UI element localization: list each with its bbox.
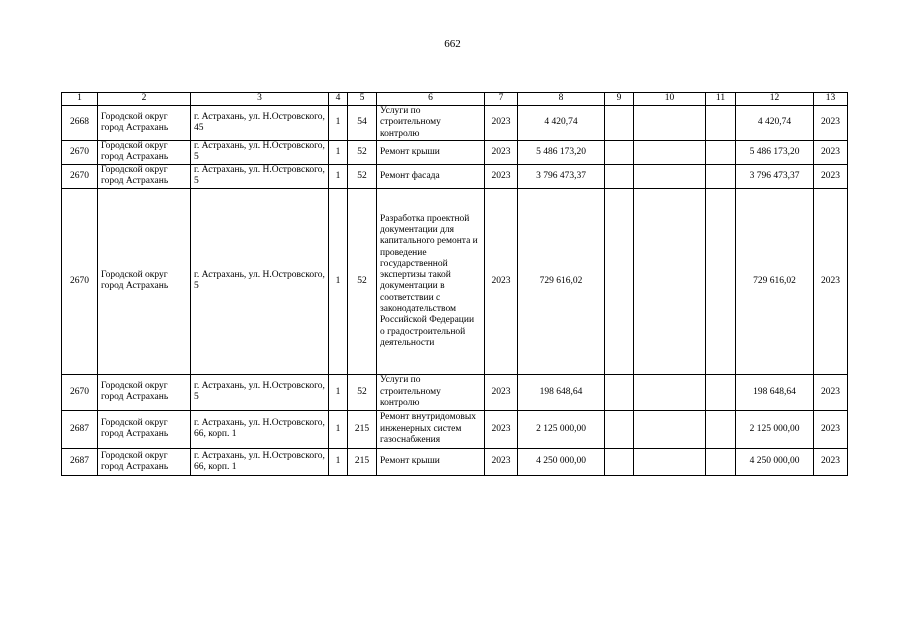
entrance-count-cell: 1 xyxy=(329,374,348,410)
municipality-cell: Городской округ город Астрахань xyxy=(98,164,191,188)
column-number: 3 xyxy=(191,93,329,106)
total-cost-cell: 5 486 173,20 xyxy=(518,140,605,164)
year-end-cell: 2023 xyxy=(814,188,848,374)
col-11-cell xyxy=(706,106,736,141)
total-cost-cell: 2 125 000,00 xyxy=(518,410,605,448)
fund-amount-cell: 2 125 000,00 xyxy=(736,410,814,448)
building-number-cell: 54 xyxy=(348,106,377,141)
municipality-cell: Городской округ город Астрахань xyxy=(98,106,191,141)
col-9-cell xyxy=(605,106,634,141)
fund-amount-cell: 4 420,74 xyxy=(736,106,814,141)
table-row xyxy=(62,106,848,141)
column-number: 7 xyxy=(485,93,518,106)
row-number-cell: 2670 xyxy=(62,164,98,188)
address-cell: г. Астрахань, ул. Н.Островского, 66, корп. 1 xyxy=(191,410,329,448)
address-cell: г. Астрахань, ул. Н.Островского, 5 xyxy=(191,164,329,188)
address-cell: г. Астрахань, ул. Н.Островского, 5 xyxy=(191,140,329,164)
fund-amount-cell: 198 648,64 xyxy=(736,374,814,410)
entrance-count-cell: 1 xyxy=(329,448,348,475)
work-type-cell: Ремонт крыши xyxy=(377,140,485,164)
table-row xyxy=(62,410,848,448)
row-number-cell: 2687 xyxy=(62,410,98,448)
building-number-cell: 215 xyxy=(348,448,377,475)
year-start-cell: 2023 xyxy=(485,374,518,410)
column-number: 11 xyxy=(706,93,736,106)
year-start-cell: 2023 xyxy=(485,106,518,141)
year-end-cell: 2023 xyxy=(814,106,848,141)
fund-amount-cell: 4 250 000,00 xyxy=(736,448,814,475)
column-number: 9 xyxy=(605,93,634,106)
col-11-cell xyxy=(706,410,736,448)
col-10-cell xyxy=(634,188,706,374)
municipality-cell: Городской округ город Астрахань xyxy=(98,188,191,374)
row-number-cell: 2670 xyxy=(62,374,98,410)
col-9-cell xyxy=(605,140,634,164)
year-end-cell: 2023 xyxy=(814,448,848,475)
fund-amount-cell: 729 616,02 xyxy=(736,188,814,374)
building-number-cell: 52 xyxy=(348,188,377,374)
address-cell: г. Астрахань, ул. Н.Островского, 5 xyxy=(191,188,329,374)
total-cost-cell: 198 648,64 xyxy=(518,374,605,410)
building-number-cell: 52 xyxy=(348,164,377,188)
year-start-cell: 2023 xyxy=(485,410,518,448)
fund-amount-cell: 3 796 473,37 xyxy=(736,164,814,188)
municipality-cell: Городской округ город Астрахань xyxy=(98,410,191,448)
year-start-cell: 2023 xyxy=(485,188,518,374)
col-9-cell xyxy=(605,410,634,448)
address-cell: г. Астрахань, ул. Н.Островского, 45 xyxy=(191,106,329,141)
col-10-cell xyxy=(634,140,706,164)
row-number-cell: 2668 xyxy=(62,106,98,141)
total-cost-cell: 4 420,74 xyxy=(518,106,605,141)
table-row xyxy=(62,164,848,188)
col-10-cell xyxy=(634,106,706,141)
column-number: 2 xyxy=(98,93,191,106)
col-9-cell xyxy=(605,374,634,410)
entrance-count-cell: 1 xyxy=(329,164,348,188)
col-10-cell xyxy=(634,374,706,410)
year-start-cell: 2023 xyxy=(485,448,518,475)
column-number: 10 xyxy=(634,93,706,106)
municipality-cell: Городской округ город Астрахань xyxy=(98,374,191,410)
col-11-cell xyxy=(706,188,736,374)
col-9-cell xyxy=(605,164,634,188)
column-number-row xyxy=(62,93,848,106)
col-11-cell xyxy=(706,164,736,188)
column-number: 1 xyxy=(62,93,98,106)
year-end-cell: 2023 xyxy=(814,410,848,448)
col-11-cell xyxy=(706,140,736,164)
col-11-cell xyxy=(706,448,736,475)
year-end-cell: 2023 xyxy=(814,140,848,164)
row-number-cell: 2670 xyxy=(62,140,98,164)
work-type-cell: Ремонт фасада xyxy=(377,164,485,188)
building-number-cell: 52 xyxy=(348,140,377,164)
work-type-cell: Разработка проектной документации для капитального ремонта и проведение государственной экспертизы такой документации в соответствии с законодательством Российской Федерации о градостроительной деятельности xyxy=(377,188,485,374)
year-end-cell: 2023 xyxy=(814,164,848,188)
year-start-cell: 2023 xyxy=(485,164,518,188)
total-cost-cell: 729 616,02 xyxy=(518,188,605,374)
row-number-cell: 2670 xyxy=(62,188,98,374)
fund-amount-cell: 5 486 173,20 xyxy=(736,140,814,164)
work-type-cell: Ремонт крыши xyxy=(377,448,485,475)
column-number: 8 xyxy=(518,93,605,106)
col-9-cell xyxy=(605,448,634,475)
work-type-cell: Ремонт внутридомовых инженерных систем газоснабжения xyxy=(377,410,485,448)
column-number: 4 xyxy=(329,93,348,106)
municipality-cell: Городской округ город Астрахань xyxy=(98,140,191,164)
building-number-cell: 215 xyxy=(348,410,377,448)
municipality-cell: Городской округ город Астрахань xyxy=(98,448,191,475)
entrance-count-cell: 1 xyxy=(329,410,348,448)
col-10-cell xyxy=(634,448,706,475)
address-cell: г. Астрахань, ул. Н.Островского, 66, корп. 1 xyxy=(191,448,329,475)
work-type-cell: Услуги по строительному контролю xyxy=(377,374,485,410)
column-number: 13 xyxy=(814,93,848,106)
year-start-cell: 2023 xyxy=(485,140,518,164)
building-number-cell: 52 xyxy=(348,374,377,410)
total-cost-cell: 4 250 000,00 xyxy=(518,448,605,475)
table-row xyxy=(62,374,848,410)
col-9-cell xyxy=(605,188,634,374)
col-10-cell xyxy=(634,164,706,188)
row-number-cell: 2687 xyxy=(62,448,98,475)
entrance-count-cell: 1 xyxy=(329,106,348,141)
page-number: 662 xyxy=(444,38,461,50)
table-row xyxy=(62,140,848,164)
table-row xyxy=(62,188,848,374)
capital-repair-table xyxy=(61,92,848,476)
entrance-count-cell: 1 xyxy=(329,188,348,374)
col-10-cell xyxy=(634,410,706,448)
total-cost-cell: 3 796 473,37 xyxy=(518,164,605,188)
column-number: 6 xyxy=(377,93,485,106)
work-type-cell: Услуги по строительному контролю xyxy=(377,106,485,141)
col-11-cell xyxy=(706,374,736,410)
column-number: 12 xyxy=(736,93,814,106)
table-row xyxy=(62,448,848,475)
entrance-count-cell: 1 xyxy=(329,140,348,164)
column-number: 5 xyxy=(348,93,377,106)
address-cell: г. Астрахань, ул. Н.Островского, 5 xyxy=(191,374,329,410)
year-end-cell: 2023 xyxy=(814,374,848,410)
